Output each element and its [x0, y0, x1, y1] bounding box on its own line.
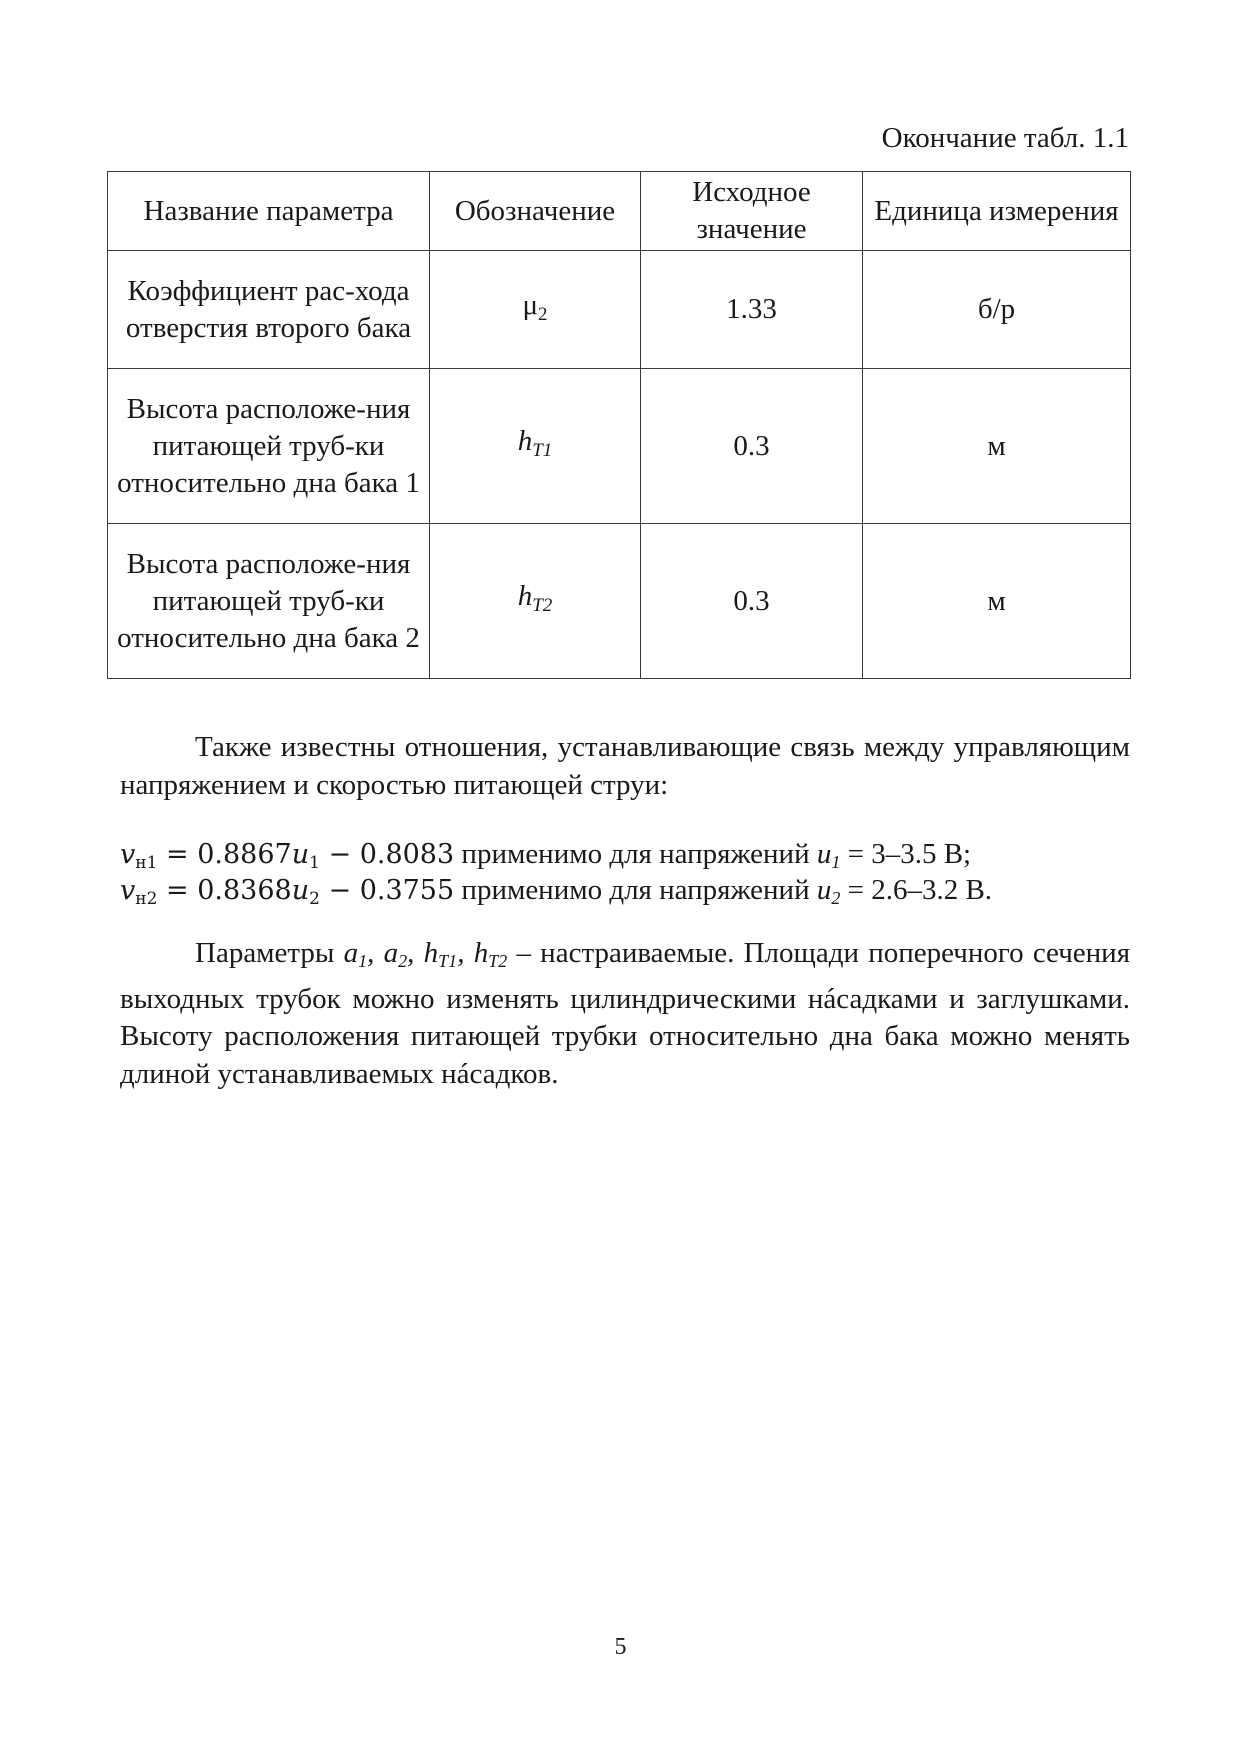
- equation-formula: [120, 875, 455, 909]
- cell-parameter-name: Высота расположе-ния питающей труб-ки относительно дна бака 2: [108, 524, 430, 679]
- equation-lhs-var: v: [120, 839, 136, 870]
- param-symbol: a: [383, 937, 399, 969]
- equation-coefficient: = 0.8368: [157, 875, 292, 906]
- header-symbol: Обозначение: [430, 172, 641, 251]
- equation-lhs-sub: н2: [135, 889, 158, 909]
- cell-symbol: [430, 369, 641, 524]
- symbol-subscript: T2: [532, 595, 553, 616]
- param-ht2: [474, 937, 508, 969]
- symbol-subscript: 2: [538, 303, 548, 325]
- table-row: [108, 524, 1131, 679]
- equation-line-2: [120, 872, 1170, 917]
- symbol-base: h: [517, 425, 533, 457]
- cell-symbol: [430, 524, 641, 679]
- cell-value: 1.33: [641, 251, 863, 369]
- header-unit: Единица измерения: [863, 172, 1131, 251]
- param-a2: [384, 937, 408, 969]
- cell-unit: б/р: [863, 251, 1131, 369]
- equation-lhs-var: v: [120, 875, 136, 906]
- equation-offset: − 0.8083: [319, 839, 455, 870]
- cell-unit: м: [863, 369, 1131, 524]
- parameters-table: [107, 171, 1131, 679]
- symbol-subscript: T1: [532, 440, 553, 461]
- separator: ,: [367, 937, 384, 969]
- param-subscript: 2: [398, 951, 408, 971]
- separator: ,: [407, 937, 424, 969]
- separator: ,: [457, 937, 474, 969]
- param-symbol: h: [423, 937, 439, 969]
- header-initial-value: Исходное значение: [641, 172, 863, 251]
- paragraph-tunable-parameters: [120, 935, 1130, 1093]
- symbol-base: μ: [522, 288, 539, 321]
- equation-condition-var: [817, 838, 841, 870]
- equation-var-sub: 2: [309, 889, 320, 909]
- condition-sub: 2: [831, 888, 841, 908]
- param-symbol: a: [343, 937, 359, 969]
- param-subscript: T1: [438, 951, 458, 971]
- condition-var: u: [816, 874, 832, 906]
- table-row: [108, 251, 1131, 369]
- equation-text: применимо для напряжений: [454, 874, 817, 906]
- param-a1: [344, 937, 368, 969]
- param-subscript: 1: [358, 951, 368, 971]
- equation-var-sub: 1: [309, 853, 320, 873]
- cell-unit: м: [863, 524, 1131, 679]
- symbol-base: h: [517, 580, 533, 612]
- equation-lhs-sub: н1: [135, 853, 158, 873]
- table-row: [108, 369, 1131, 524]
- paragraph-rest: – настраиваемые. Площади поперечного сечения выходных трубок можно изменять цилиндрическими нáсадками и заглушками. Высоту расположения питающей трубки относительно дна бака можно менять длиной устанавливаемых нáсадков.: [120, 937, 1131, 1090]
- equation-var: u: [291, 839, 310, 870]
- condition-var: u: [816, 838, 832, 870]
- equation-var: u: [291, 875, 310, 906]
- param-subscript: T2: [488, 951, 508, 971]
- equation-text: применимо для напряжений: [454, 838, 817, 870]
- cell-parameter-name: Высота расположе-ния питающей труб-ки относительно дна бака 1: [108, 369, 430, 524]
- equation-condition: = 2.6–3.2 В.: [840, 874, 993, 906]
- equation-condition: = 3–3.5 В;: [840, 838, 972, 870]
- paragraph-relations-intro: Также известны отношения, устанавливающие связь между управляющим напряжением и скоростью питающей струи:: [120, 731, 1130, 801]
- equation-condition-var: [817, 874, 841, 906]
- equation-offset: − 0.3755: [319, 875, 455, 906]
- header-parameter-name: Название параметра: [108, 172, 430, 251]
- condition-sub: 1: [831, 852, 841, 872]
- table-caption: Окончание табл. 1.1: [881, 122, 1129, 154]
- table-header-row: [108, 172, 1131, 251]
- param-symbol: h: [473, 937, 489, 969]
- page-number: 5: [614, 1634, 627, 1660]
- paragraph-start: Параметры: [195, 937, 344, 969]
- equation-coefficient: = 0.8867: [157, 839, 292, 870]
- equation-formula: [120, 839, 455, 873]
- cell-parameter-name: Коэффициент рас-хода отверстия второго бака: [108, 251, 430, 369]
- cell-value: 0.3: [641, 524, 863, 679]
- param-ht1: [424, 937, 458, 969]
- cell-symbol: [430, 251, 641, 369]
- cell-value: 0.3: [641, 369, 863, 524]
